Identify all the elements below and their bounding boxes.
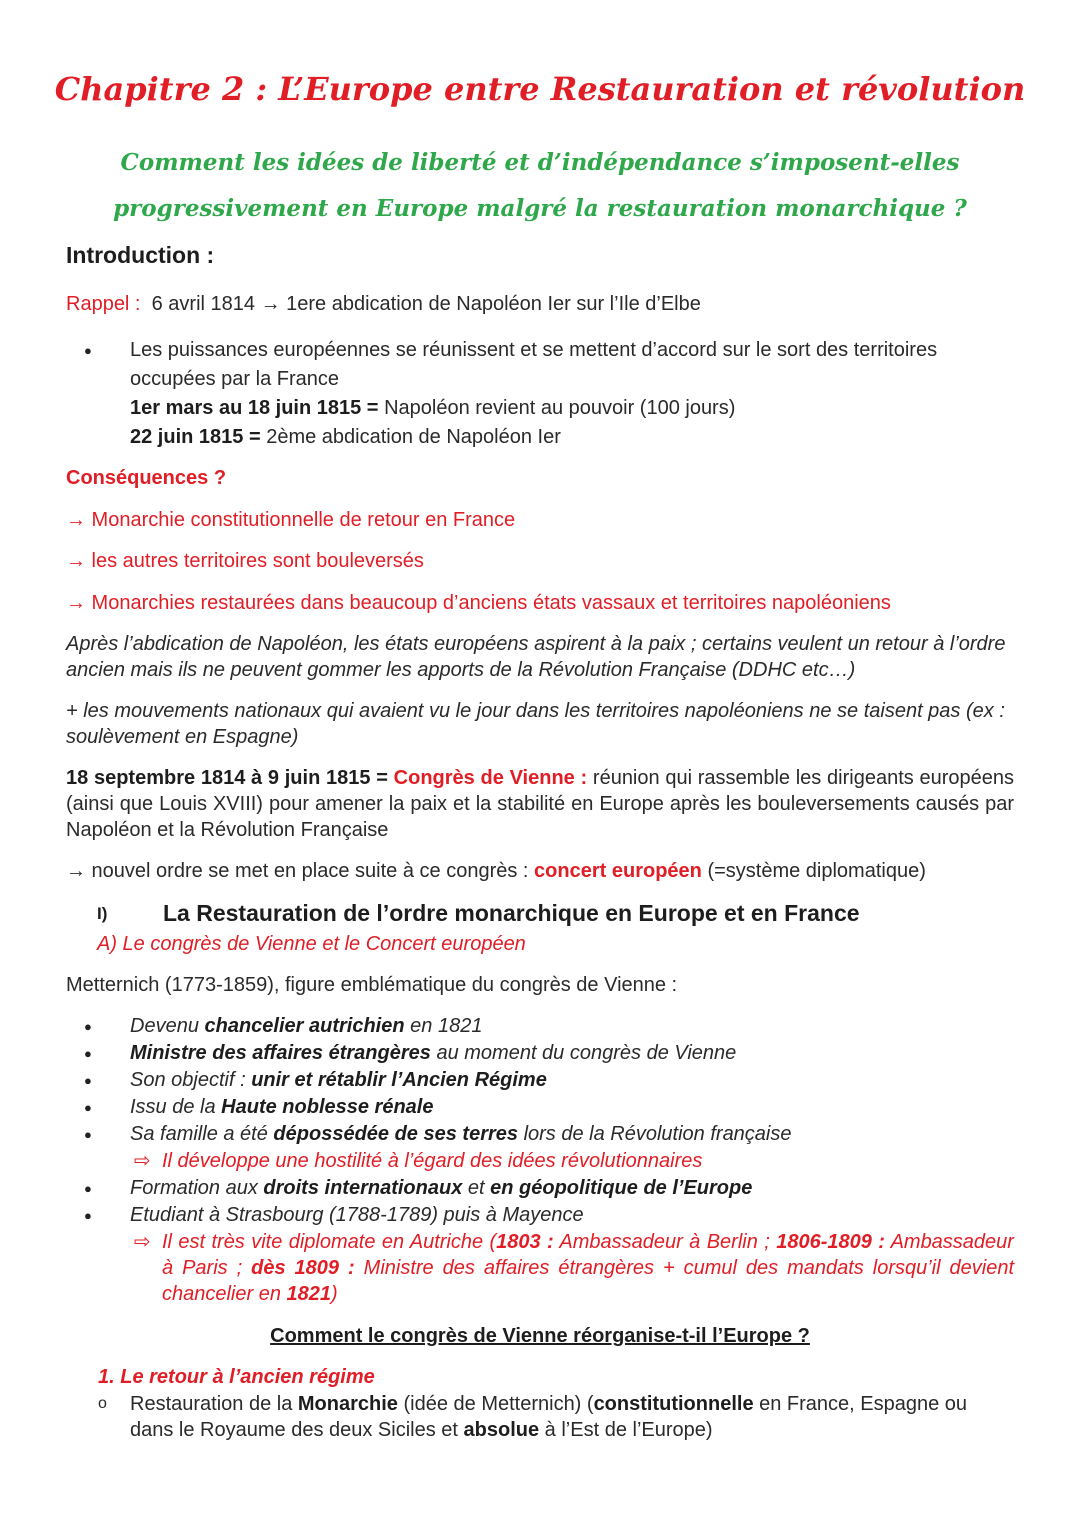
bold-text: Ministre des affaires étrangères (130, 1042, 431, 1064)
metternich-intro: Metternich (1773-1859), figure emblématique du congrès de Vienne : (66, 974, 678, 996)
bold-text: dépossédée de ses terres (273, 1123, 519, 1145)
text: Issu de la (130, 1096, 216, 1118)
ordre-text: → nouvel ordre se met en place suite à ce congrès : (66, 860, 529, 882)
bullet-text: Les puissances européennes se réunissent et se mettent d’accord sur le sort des territoires occupées par la France (130, 339, 938, 390)
question-line-2: progressivement en Europe malgré la restauration monarchique ? (113, 195, 967, 222)
list-item (66, 336, 1014, 452)
congres-name: Congrès de Vienne : (393, 767, 588, 789)
text: Formation aux (130, 1177, 258, 1199)
list-item (66, 1040, 1014, 1067)
list-item (66, 1121, 1014, 1175)
list-item (66, 1094, 1014, 1121)
bold-text: en géopolitique de l’Europe (490, 1177, 753, 1199)
sub-point (130, 1148, 1014, 1175)
date-label: 22 juin 1815 = (130, 426, 261, 448)
rappel-text: 6 avril 1814 → 1ere abdication de Napoléon Ier sur l’Ile d’Elbe (151, 293, 701, 315)
paragraph-mouvements: + les mouvements nationaux qui avaient vu le jour dans les territoires napoléoniens ne se taisent pas (ex : soulèvement en Espagne) (66, 700, 1005, 748)
section-subtitle: A) Le congrès de Vienne et le Concert européen (97, 933, 526, 955)
bold-text: 1803 : (496, 1231, 554, 1253)
chapter-title: Chapitre 2 : L’Europe entre Restauration et révolution (54, 70, 1026, 108)
consequence-2: → les autres territoires sont bouleversés (66, 550, 424, 572)
ordre-text-end: (=système diplomatique) (707, 860, 926, 882)
bold-text: Haute noblesse rénale (221, 1096, 434, 1118)
text: Sa famille a été (130, 1123, 268, 1145)
text: Ambassadeur à Berlin ; (559, 1231, 770, 1253)
section-title: La Restauration de l’ordre monarchique en Europe et en France (163, 900, 860, 926)
point-1-title: 1. Le retour à l’ancien régime (98, 1366, 375, 1388)
chapter-question (0, 140, 1080, 232)
text: Etudiant à Strasbourg (1788-1789) puis à Mayence (130, 1204, 584, 1226)
text: lors de la Révolution française (523, 1123, 792, 1145)
text: (idée de Metternich) ( (403, 1393, 594, 1415)
bold-text: dès 1809 : (251, 1257, 355, 1279)
ordre-line (66, 858, 1014, 885)
text: Devenu (130, 1015, 199, 1037)
consequence-3: → Monarchies restaurées dans beaucoup d’anciens états vassaux et territoires napoléoniens (66, 592, 891, 614)
intro-bullets (66, 336, 1014, 452)
consequences-label: Conséquences ? (66, 467, 227, 489)
text: ) (331, 1283, 338, 1305)
date-text: Napoléon revient au pouvoir (100 jours) (384, 397, 736, 419)
text: à l’Est de l’Europe) (544, 1419, 713, 1441)
bold-text: 1821 (286, 1283, 332, 1305)
bold-text: chancelier autrichien (204, 1015, 405, 1037)
metternich-bullets (66, 1013, 1014, 1307)
congres-text: réunion qui rassemble les dirigeants européens (ainsi que Louis XVIII) pour amener la paix et la stabilité en Europe après les bouleversements causés par Napoléon et la Révolution Française (66, 767, 1014, 841)
section-number: I) (97, 904, 108, 923)
outline-arrow-right-icon: ⇨ (134, 1231, 151, 1253)
bold-text: constitutionnelle (593, 1393, 754, 1415)
consequence-1: → Monarchie constitutionnelle de retour en France (66, 509, 516, 531)
text: et (467, 1177, 485, 1199)
text: Il développe une hostilité à l’égard des idées révolutionnaires (162, 1150, 703, 1172)
question-line-1: Comment les idées de liberté et d’indépendance s’imposent-elles (120, 149, 960, 176)
text: en France, Espagne ou dans le Royaume des deux Siciles et (130, 1393, 968, 1441)
point-1-list (66, 1391, 1014, 1443)
bold-text: Monarchie (297, 1393, 398, 1415)
list-item (66, 1067, 1014, 1094)
bold-text: absolue (463, 1419, 540, 1441)
bold-text: unir et rétablir l’Ancien Régime (251, 1069, 547, 1091)
text: Il est très vite diplomate en Autriche ( (162, 1231, 497, 1253)
list-item (66, 1175, 1014, 1202)
list-item (66, 1013, 1014, 1040)
paragraph-abdication: Après l’abdication de Napoléon, les états européens aspirent à la paix ; certains veulent un retour à l’ordre ancien mais ils ne peuvent gommer les apports de la Révolution Française (DDHC etc…) (66, 633, 1006, 681)
outline-arrow-right-icon: ⇨ (134, 1150, 151, 1172)
section-heading (97, 900, 1014, 927)
text: Ambassadeur à Paris ; (162, 1231, 1014, 1279)
concert-europeen: concert européen (534, 860, 702, 882)
text: Ministre des affaires étrangères + cumul des mandats lorsqu’il devient chancelier en (162, 1257, 1015, 1305)
paragraph-congres (66, 765, 1014, 843)
sub-point (130, 1229, 1014, 1307)
text: au moment du congrès de Vienne (436, 1042, 737, 1064)
congres-date: 18 septembre 1814 à 9 juin 1815 = (66, 767, 388, 789)
text: Son objectif : (130, 1069, 246, 1091)
bold-text: droits internationaux (263, 1177, 463, 1199)
section-question: Comment le congrès de Vienne réorganise-t-il l’Europe ? (270, 1325, 810, 1347)
rappel-label: Rappel : (66, 293, 141, 315)
bold-text: 1806-1809 : (776, 1231, 885, 1253)
intro-heading: Introduction : (66, 242, 215, 268)
text: en 1821 (410, 1015, 483, 1037)
date-label: 1er mars au 18 juin 1815 = (130, 397, 379, 419)
text: Restauration de la (130, 1393, 293, 1415)
list-item (66, 1391, 1014, 1443)
list-item (66, 1202, 1014, 1307)
date-text: 2ème abdication de Napoléon Ier (266, 426, 561, 448)
rappel-line (66, 291, 1014, 318)
